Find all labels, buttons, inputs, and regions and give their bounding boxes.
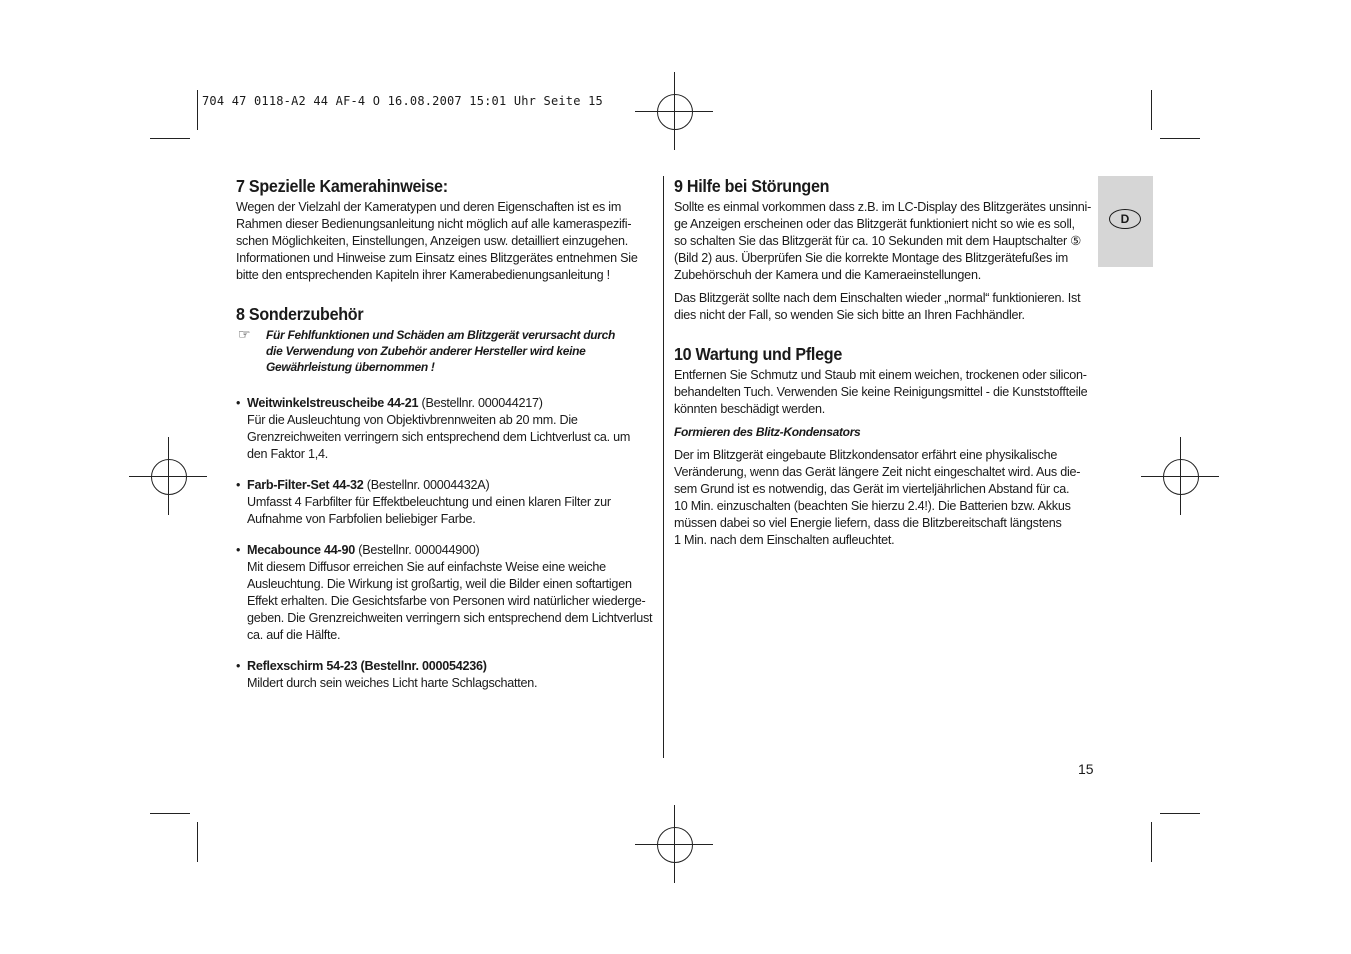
accessory-name: Farb-Filter-Set 44-32 xyxy=(247,478,364,492)
paragraph-line: müssen dabei so viel Energie liefern, dass die Blitzbereitschaft längstens xyxy=(674,516,1062,530)
paragraph-line: 1 Min. nach dem Einschalten aufleuchtet. xyxy=(674,533,895,547)
crop-mark xyxy=(1151,822,1152,862)
paragraph-line: schen Möglichkeiten, Einstellungen, Anzeigen usw. detailliert einzugehen. xyxy=(236,234,629,248)
note-line: Gewährleistung übernommen ! xyxy=(266,360,435,374)
accessory-order-number: (Bestellnr. 000044900) xyxy=(355,543,480,557)
accessory-name: Mecabounce 44-90 xyxy=(247,543,355,557)
bullet: • xyxy=(236,543,241,557)
page-number: 15 xyxy=(1078,761,1094,777)
paragraph-line: so schalten Sie das Blitzgerät für ca. 10 Sekunden mit dem Hauptschalter ⑤ xyxy=(674,234,1082,248)
note-line: die Verwendung von Zubehör anderer Hersteller wird keine xyxy=(266,344,586,358)
left-column xyxy=(236,176,658,692)
section-8-title: 8 Sonderzubehör xyxy=(236,304,364,324)
paragraph-line: dies nicht der Fall, so wenden Sie sich bitte an Ihren Fachhändler. xyxy=(674,308,1025,322)
accessory-name: Weitwinkelstreuscheibe 44-21 xyxy=(247,396,419,410)
accessory-order-number: (Bestellnr. 00004432A) xyxy=(363,478,490,492)
paragraph-line: Für die Ausleuchtung von Objektivbrennweiten ab 20 mm. Die xyxy=(247,413,578,427)
paragraph-line: behandelten Tuch. Verwenden Sie keine Reinigungsmittel - die Kunststoffteile xyxy=(674,385,1088,399)
paragraph-line: (Bild 2) aus. Überprüfen Sie die korrekte Montage des Blitzgerätefußes im xyxy=(674,251,1069,265)
paragraph-line: geben. Die Grenzreichweiten verringern sich entsprechend dem Lichtverlust xyxy=(247,611,653,625)
crop-mark xyxy=(197,822,198,862)
note-line: Für Fehlfunktionen und Schäden am Blitzgerät verursacht durch xyxy=(266,328,616,342)
accessory-order-number: (Bestellnr. 000044217) xyxy=(418,396,543,410)
paragraph-line: könnten beschädigt werden. xyxy=(674,402,826,416)
section-10 xyxy=(674,344,1094,549)
paragraph-line: bitte den entsprechenden Kapiteln ihrer Kamerabedienungsanleitung ! xyxy=(236,268,610,282)
paragraph-line: Entfernen Sie Schmutz und Staub mit einem weichen, trockenen oder silicon- xyxy=(674,368,1087,382)
paragraph-line: Veränderung, wenn das Gerät längere Zeit nicht eingeschaltet wird. Aus die- xyxy=(674,465,1081,479)
bullet: • xyxy=(236,478,241,492)
right-column xyxy=(674,176,1094,549)
warranty-note xyxy=(236,327,658,375)
bullet: • xyxy=(236,659,241,673)
subsection-title: Formieren des Blitz-Kondensators xyxy=(674,425,861,439)
paragraph-line: Informationen und Hinweise zum Einsatz eines Blitzgerätes entnehmen Sie xyxy=(236,251,638,265)
crop-mark xyxy=(197,90,198,130)
paragraph-line: Effekt erhalten. Die Gesichtsfarbe von Personen wird natürlicher wiederge- xyxy=(247,594,646,608)
paragraph-line: Sollte es einmal vorkommen dass z.B. im LC-Display des Blitzgerätes unsinni- xyxy=(674,200,1092,214)
print-header: 704 47 0118-A2 44 AF-4 O 16.08.2007 15:01 Uhr Seite 15 xyxy=(202,94,603,108)
language-tab xyxy=(1098,176,1153,267)
paragraph-line: den Faktor 1,4. xyxy=(247,447,328,461)
crop-mark xyxy=(150,813,190,814)
column-divider xyxy=(663,176,664,758)
accessory-item xyxy=(236,658,658,692)
paragraph-line: 10 Min. einzuschalten (beachten Sie hierzu 2.4!). Die Batterien bzw. Akkus xyxy=(674,499,1071,513)
section-10-title: 10 Wartung und Pflege xyxy=(674,344,843,364)
paragraph-line: Grenzreichweiten verringern sich entsprechend dem Lichtverlust ca. um xyxy=(247,430,631,444)
bullet: • xyxy=(236,396,241,410)
section-8 xyxy=(236,304,658,692)
pointing-hand-icon: ☞ xyxy=(238,327,251,343)
crop-mark xyxy=(150,138,190,139)
section-9-title: 9 Hilfe bei Störungen xyxy=(674,176,830,196)
paragraph-line: Aufnahme von Farbfolien beliebiger Farbe. xyxy=(247,512,476,526)
crop-mark xyxy=(1160,813,1200,814)
paragraph-line: Der im Blitzgerät eingebaute Blitzkondensator erfährt eine physikalische xyxy=(674,448,1058,462)
accessory-item xyxy=(236,395,658,463)
paragraph-line: Das Blitzgerät sollte nach dem Einschalten wieder „normal“ funktionieren. Ist xyxy=(674,291,1081,305)
paragraph-line: Zubehörschuh der Kamera und die Kameraeinstellungen. xyxy=(674,268,981,282)
paragraph-line: Wegen der Vielzahl der Kameratypen und deren Eigenschaften ist es im xyxy=(236,200,622,214)
accessory-item xyxy=(236,542,658,644)
paragraph-line: Mit diesem Diffusor erreichen Sie auf einfachste Weise eine weiche xyxy=(247,560,606,574)
paragraph-line: Rahmen dieser Bedienungsanleitung nicht möglich auf alle kameraspezifi- xyxy=(236,217,632,231)
section-7 xyxy=(236,176,658,284)
language-badge: D xyxy=(1109,209,1141,229)
accessory-name: Reflexschirm 54-23 (Bestellnr. 000054236) xyxy=(247,659,487,673)
crop-mark xyxy=(1160,138,1200,139)
section-7-title: 7 Spezielle Kamerahinweise: xyxy=(236,176,448,196)
paragraph-line: Umfasst 4 Farbfilter für Effektbeleuchtung und einen klaren Filter zur xyxy=(247,495,611,509)
paragraph-line: ge Anzeigen erscheinen oder das Blitzgerät funktioniert nicht so wie es soll, xyxy=(674,217,1075,231)
paragraph-line: Mildert durch sein weiches Licht harte Schlagschatten. xyxy=(247,676,538,690)
paragraph-line: ca. auf die Hälfte. xyxy=(247,628,341,642)
paragraph-line: Ausleuchtung. Die Wirkung ist großartig, weil die Bilder einen softartigen xyxy=(247,577,632,591)
paragraph-line: sem Grund ist es notwendig, das Gerät im vierteljährlichen Abstand für ca. xyxy=(674,482,1070,496)
accessory-item xyxy=(236,477,658,528)
crop-mark xyxy=(1151,90,1152,130)
section-9 xyxy=(674,176,1094,324)
